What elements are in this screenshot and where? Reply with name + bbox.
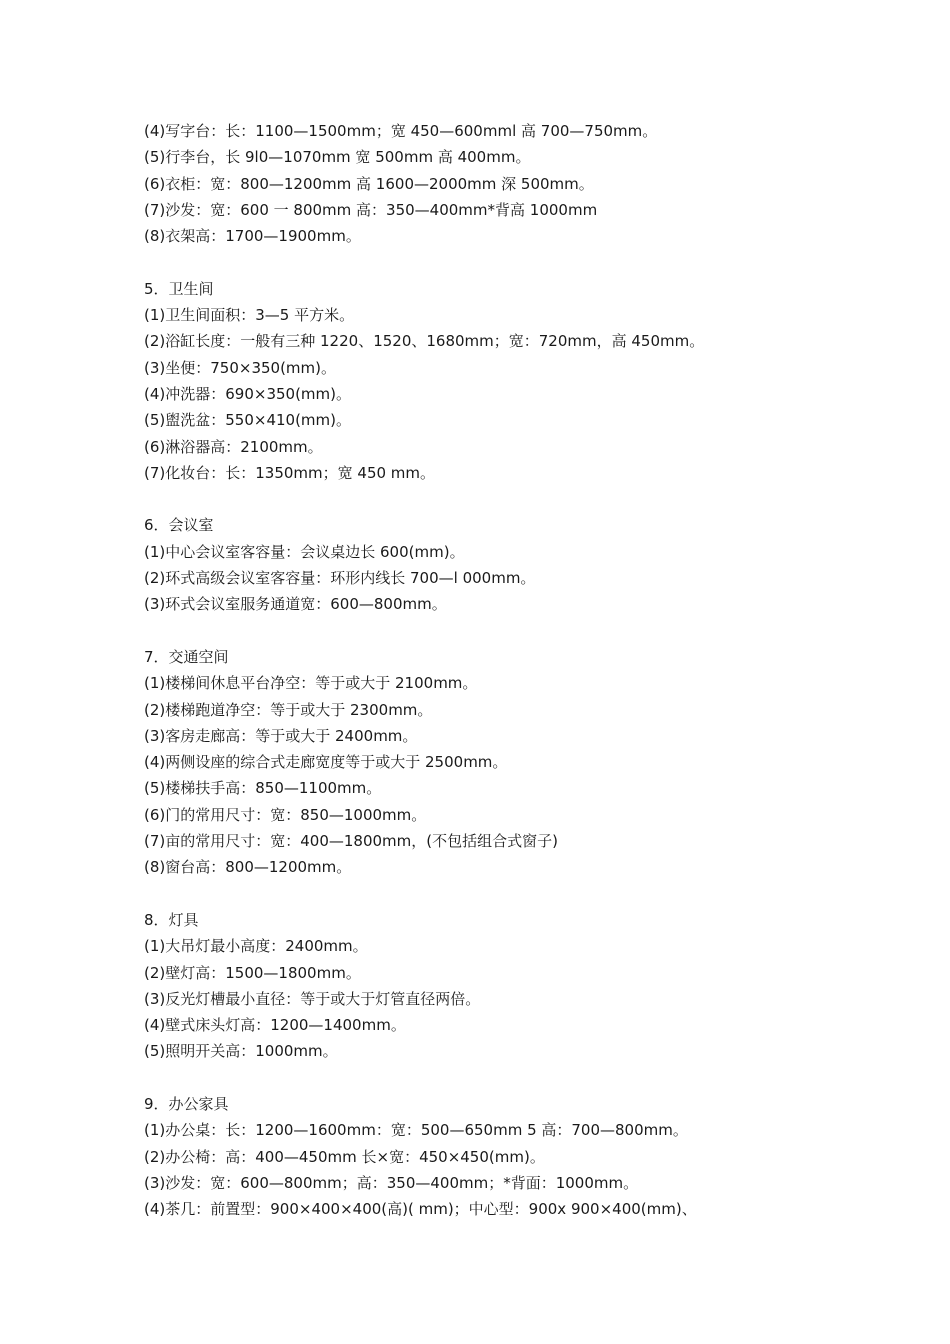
spacer xyxy=(144,881,914,907)
section9-item-1: (1)办公桌：长：1200—1600mm：宽：500—650mm 5 高：700—800mm。 xyxy=(144,1121,688,1140)
section-heading-5: 5．卫生间 xyxy=(144,279,214,298)
section8-item-4: (4)壁式床头灯高：1200—1400mm。 xyxy=(144,1016,406,1035)
section-heading-9: 9．办公家具 xyxy=(144,1094,229,1113)
section9-item-4: (4)茶几：前置型：900×400×400(高)( mm)；中心型：900x 900×400(mm)、 xyxy=(144,1200,697,1219)
section7-item-5: (5)楼梯扶手高：850—1100mm。 xyxy=(144,779,382,798)
line-block1-5: (8)衣架高：1700—1900mm。 xyxy=(144,227,361,246)
section-heading-8: 8．灯具 xyxy=(144,910,199,929)
section8-item-2: (2)壁灯高：1500—1800mm。 xyxy=(144,963,361,982)
section7-item-2: (2)楼梯跑道净空：等于或大于 2300mm。 xyxy=(144,700,433,719)
spacer xyxy=(144,249,914,275)
section9-item-2: (2)办公椅：高：400—450mm 长×宽：450×450(mm)。 xyxy=(144,1147,545,1166)
section-heading-7: 7．交通空间 xyxy=(144,647,229,666)
section5-item-6: (6)淋浴器高：2100mm。 xyxy=(144,437,323,456)
line-block1-3: (6)衣柜：宽：800—1200mm 高 1600—2000mm 深 500mm。 xyxy=(144,174,594,193)
section6-item-2: (2)环式高级会议室客容量：环形内线长 700—l 000mm。 xyxy=(144,569,536,588)
line-block1-1: (4)写字台：长：1100—1500mm；宽 450—600mml 高 700—750mm。 xyxy=(144,122,658,140)
section9-item-3: (3)沙发：宽：600—800mm；高：350—400mm；*背面：1000mm。 xyxy=(144,1173,639,1192)
section7-item-7: (7)亩的常用尺寸：宽：400—1800mm，(不包括组合式窗子) xyxy=(144,832,558,851)
spacer xyxy=(144,1065,914,1091)
section7-item-3: (3)客房走廊高：等于或大于 2400mm。 xyxy=(144,726,418,745)
document-page xyxy=(144,118,914,1222)
section5-item-4: (4)冲洗器：690×350(mm)。 xyxy=(144,384,352,403)
section5-item-5: (5)盥洗盆：550×410(mm)。 xyxy=(144,411,352,430)
spacer xyxy=(144,486,914,512)
section7-item-6: (6)门的常用尺寸：宽：850—1000mm。 xyxy=(144,805,427,824)
section6-item-3: (3)环式会议室服务通道宽：600—800mm。 xyxy=(144,595,447,614)
line-block1-2: (5)行李台，长 9l0—1070mm 宽 500mm 高 400mm。 xyxy=(144,148,531,167)
section8-item-1: (1)大吊灯最小高度：2400mm。 xyxy=(144,937,368,956)
section5-item-7: (7)化妆台：长：1350mm；宽 450 mm。 xyxy=(144,463,436,482)
section7-item-4: (4)两侧设座的综合式走廊宽度等于或大于 2500mm。 xyxy=(144,753,508,772)
section7-item-1: (1)楼梯间休息平台净空：等于或大于 2100mm。 xyxy=(144,674,478,693)
section5-item-1: (1)卫生间面积：3—5 平方米。 xyxy=(144,306,355,325)
section-heading-6: 6．会议室 xyxy=(144,516,214,535)
section5-item-2: (2)浴缸长度：一般有三种 1220、1520、1680mm；宽：720mm，高 450mm。 xyxy=(144,332,705,351)
section8-item-3: (3)反光灯槽最小直径：等于或大于灯管直径两倍。 xyxy=(144,989,481,1008)
line-block1-4: (7)沙发：宽：600 一 800mm 高：350—400mm*背高 1000mm xyxy=(144,200,598,219)
section8-item-5: (5)照明开关高：1000mm。 xyxy=(144,1042,338,1061)
section7-item-8: (8)窗台高：800—1200mm。 xyxy=(144,858,352,877)
spacer xyxy=(144,618,914,644)
section6-item-1: (1)中心会议室客容量：会议桌边长 600(mm)。 xyxy=(144,542,465,561)
section5-item-3: (3)坐便：750×350(mm)。 xyxy=(144,358,337,377)
